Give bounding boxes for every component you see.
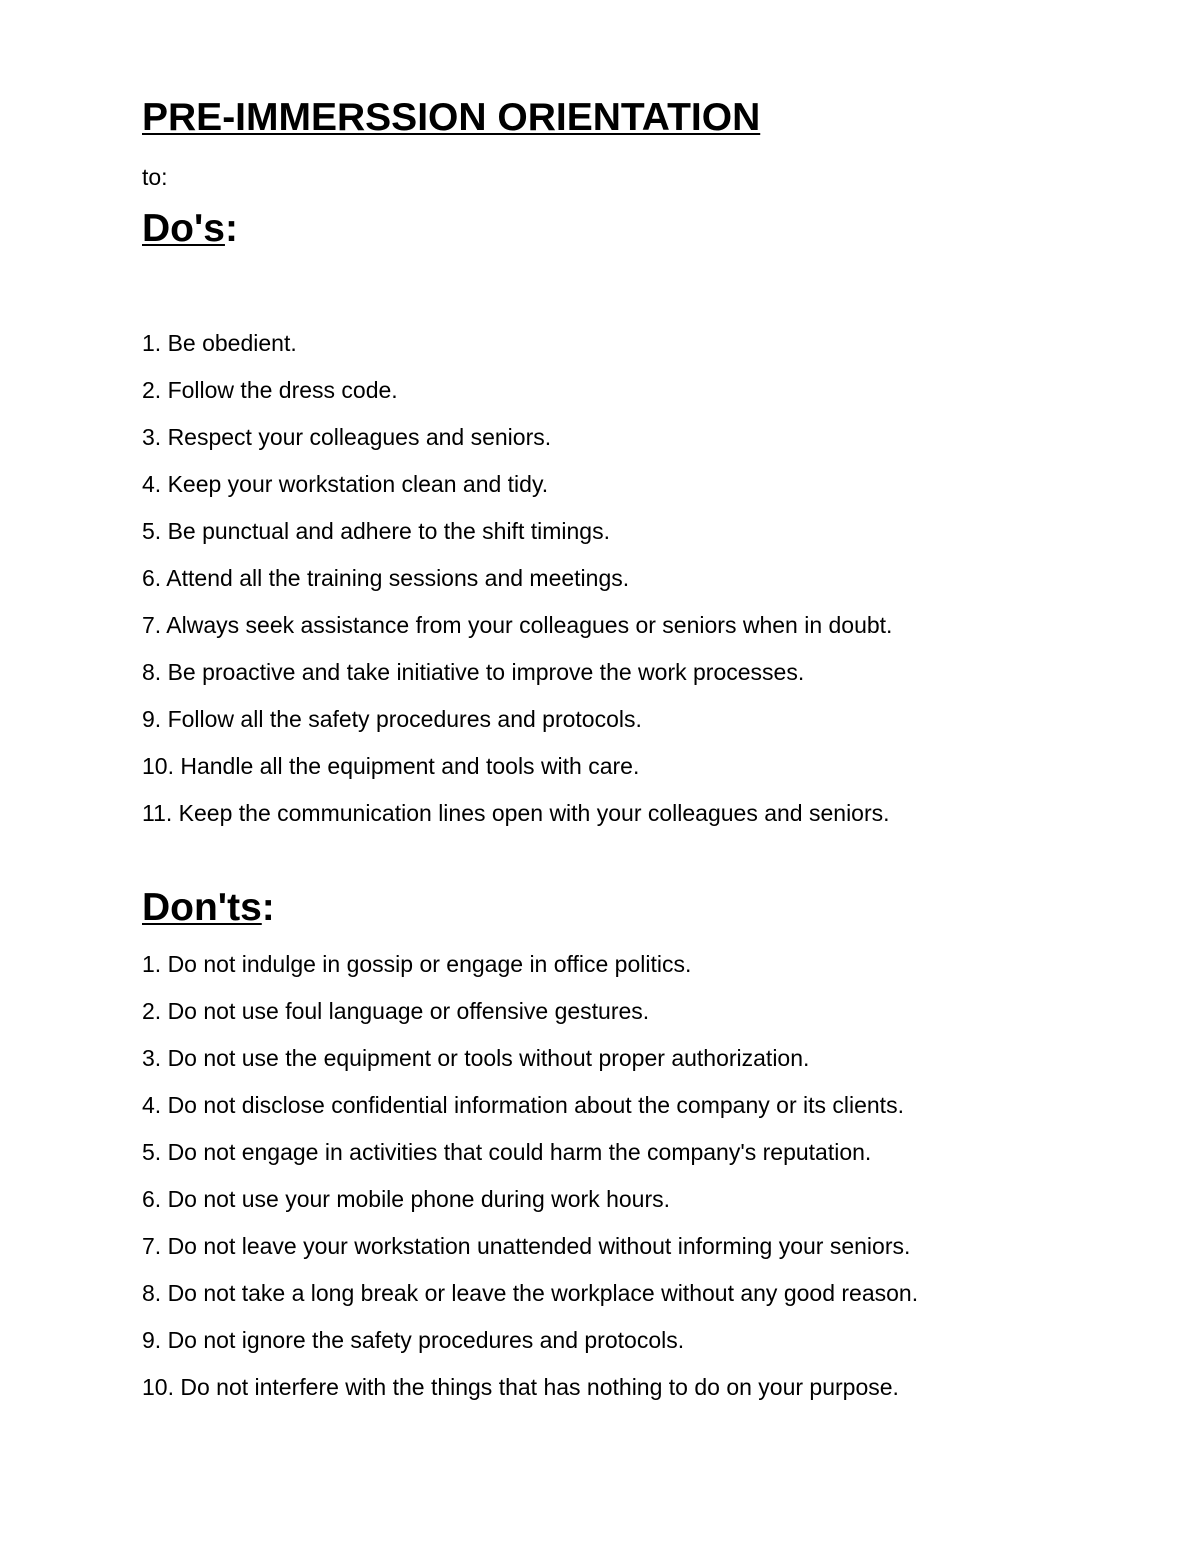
dos-list-item: 6. Attend all the training sessions and meetings. — [142, 565, 630, 591]
dos-list-item: 2. Follow the dress code. — [142, 377, 398, 403]
donts-list-item: 3. Do not use the equipment or tools without proper authorization. — [142, 1045, 810, 1071]
dos-list-item: 11. Keep the communication lines open with your colleagues and seniors. — [142, 800, 890, 826]
dos-list-item: 4. Keep your workstation clean and tidy. — [142, 471, 549, 497]
donts-heading-colon: : — [261, 886, 275, 929]
donts-list-item: 7. Do not leave your workstation unattended without informing your seniors. — [142, 1233, 911, 1259]
dos-heading-word: Do's — [142, 207, 225, 250]
donts-list — [142, 953, 918, 1423]
dos-heading-colon: : — [224, 207, 238, 250]
dos-list-item: 5. Be punctual and adhere to the shift timings. — [142, 518, 610, 544]
dos-list — [142, 332, 892, 849]
recipient-line: to: — [142, 164, 168, 190]
donts-list-item: 10. Do not interfere with the things that has nothing to do on your purpose. — [142, 1374, 899, 1400]
dos-list-item: 9. Follow all the safety procedures and protocols. — [142, 706, 642, 732]
dos-list-item: 1. Be obedient. — [142, 330, 297, 356]
dos-list-item: 7. Always seek assistance from your colleagues or seniors when in doubt. — [142, 612, 893, 638]
dos-list-item: 8. Be proactive and take initiative to improve the work processes. — [142, 659, 805, 685]
donts-heading-word: Don'ts — [142, 886, 262, 929]
dos-list-item: 3. Respect your colleagues and seniors. — [142, 424, 552, 450]
document-title: PRE-IMMERSSION ORIENTATION — [142, 96, 761, 139]
donts-list-item: 1. Do not indulge in gossip or engage in office politics. — [142, 951, 692, 977]
dos-heading — [142, 209, 238, 248]
donts-heading — [142, 888, 275, 927]
dos-list-item: 10. Handle all the equipment and tools with care. — [142, 753, 640, 779]
donts-list-item: 2. Do not use foul language or offensive gestures. — [142, 998, 650, 1024]
donts-list-item: 8. Do not take a long break or leave the workplace without any good reason. — [142, 1280, 919, 1306]
donts-list-item: 5. Do not engage in activities that could harm the company's reputation. — [142, 1139, 872, 1165]
donts-list-item: 4. Do not disclose confidential information about the company or its clients. — [142, 1092, 904, 1118]
donts-list-item: 9. Do not ignore the safety procedures and protocols. — [142, 1327, 685, 1353]
donts-list-item: 6. Do not use your mobile phone during work hours. — [142, 1186, 671, 1212]
